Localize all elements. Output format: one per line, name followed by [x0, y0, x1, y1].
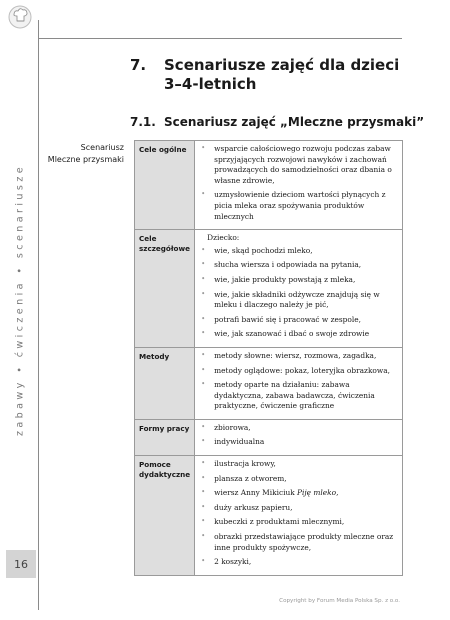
row-content: [195, 230, 403, 348]
margin-label-line2: Mleczne przysmaki: [47, 155, 124, 164]
row-label: Metody: [135, 347, 195, 419]
list-item: [199, 488, 398, 499]
chef-hat-logo-icon: [8, 4, 32, 30]
bullet-icon: •: [201, 350, 206, 359]
bullet-icon: •: [201, 289, 206, 298]
table-row: [135, 456, 403, 576]
list-item: [199, 190, 398, 222]
row-content: [195, 419, 403, 455]
bullet-icon: •: [201, 144, 206, 152]
bullet-icon: •: [201, 557, 206, 566]
list-item-text: zbiorowa,: [214, 422, 251, 432]
table-row: [135, 141, 403, 230]
list-item: [199, 275, 398, 286]
list-item: [199, 380, 398, 412]
table-row: [135, 230, 403, 348]
list-item: [199, 437, 398, 448]
list-item-text: wie, jakie składniki odżywcze znajdują się w mleku i dlaczego należy je pić,: [214, 289, 380, 310]
list-item: [199, 423, 398, 434]
list-item-text: metody oglądowe: pokaz, loteryjka obrazkowa,: [214, 365, 390, 375]
row-content: [195, 456, 403, 576]
margin-label-line1: Scenariusz: [80, 143, 124, 152]
list-item-text: kubeczki z produktami mlecznymi,: [214, 517, 345, 527]
bullet-icon: •: [201, 532, 206, 541]
list-item: [199, 557, 398, 568]
copyright-footer: Copyright by Forum Media Polska Sp. z o.o.: [279, 598, 400, 604]
list-item-text: duży arkusz papieru,: [214, 502, 293, 512]
list-item: [199, 459, 398, 470]
bullet-icon: •: [201, 190, 206, 199]
list-item: [199, 474, 398, 485]
list-item-text: wie, jakie produkty powstają z mleka,: [214, 274, 356, 284]
side-divider: [38, 20, 39, 610]
list-item-text: indywidualna: [214, 437, 265, 447]
table-row: [135, 347, 403, 419]
list-item-text: 2 koszyki,: [214, 557, 252, 567]
list-item-text: wsparcie całościowego rozwoju podczas zabaw sprzyjających rozwojowi nawyków i zachowań prowadzących do samodzielności oraz dbania o własne zdrowie,: [214, 144, 392, 185]
bullet-list: [199, 459, 398, 568]
list-item-text: słucha wiersza i odpowiada na pytania,: [214, 260, 362, 270]
top-divider: [38, 38, 402, 39]
list-item-text: obrazki przedstawiające produkty mleczne oraz inne produkty spożywcze,: [214, 532, 394, 552]
bullet-icon: •: [201, 459, 206, 468]
row-content: [195, 141, 403, 230]
page-number: 16: [6, 550, 36, 578]
bullet-icon: •: [201, 260, 206, 269]
poem-title: Piję mleko: [297, 488, 337, 498]
row-label: Cele szczegółowe: [135, 230, 195, 348]
list-item: [199, 329, 398, 340]
row-content: [195, 347, 403, 419]
chapter-number: 7.: [130, 56, 147, 74]
row-label: Cele ogólne: [135, 141, 195, 230]
row-label: Pomoce dydaktyczne: [135, 456, 195, 576]
list-item-text: wie, skąd pochodzi mleko,: [214, 245, 313, 255]
list-item: [199, 246, 398, 257]
list-item-text: uzmysłowienie dzieciom wartości płynących z picia mleka oraz spożywania produktów mlecznych: [214, 190, 386, 221]
list-item: [199, 290, 398, 311]
section-title: Scenariusz zajęć „Mleczne przysmaki”: [164, 115, 425, 129]
bullet-icon: •: [201, 274, 206, 283]
section-number: 7.1.: [130, 115, 156, 129]
margin-label: [48, 142, 124, 166]
bullet-list: [199, 423, 398, 448]
bullet-icon: •: [201, 488, 206, 497]
list-item-text: potrafi bawić się i pracować w zespole,: [214, 314, 361, 324]
list-item: [199, 260, 398, 271]
bullet-list: [199, 144, 398, 222]
list-item: [199, 517, 398, 528]
side-strip: [0, 0, 40, 620]
list-item: [199, 532, 398, 553]
chapter-title: Scenariusze zajęć dla dzieci 3–4-letnich: [164, 56, 400, 93]
list-item-text: metody oparte na działaniu: zabawa dydaktyczna, zabawa badawcza, ćwiczenia praktyczne, ćwiczenie graficzne: [214, 380, 375, 411]
row-label: Formy pracy: [135, 419, 195, 455]
bullet-icon: •: [201, 502, 206, 511]
bullet-icon: •: [201, 473, 206, 482]
bullet-icon: •: [201, 329, 206, 338]
bullet-list: [199, 351, 398, 412]
list-item: [199, 503, 398, 514]
list-item-text: wie, jak szanować i dbać o swoje zdrowie: [214, 329, 370, 339]
bullet-icon: •: [201, 245, 206, 254]
list-item-text: ilustracja krowy,: [214, 459, 276, 469]
table-row: [135, 419, 403, 455]
list-item: [199, 315, 398, 326]
side-vertical-text: zabawy • ćwiczenia • scenariusze: [14, 163, 26, 437]
list-item: [199, 351, 398, 362]
list-item-text: wiersz Anny Mikiciuk Piję mleko,: [214, 488, 339, 498]
bullet-icon: •: [201, 314, 206, 323]
bullet-icon: •: [201, 422, 206, 431]
list-item: [199, 144, 398, 186]
bullet-icon: •: [201, 380, 206, 389]
list-item-text: plansza z otworem,: [214, 473, 287, 483]
row-intro: Dziecko:: [207, 233, 240, 243]
scenario-table: [134, 140, 403, 576]
bullet-icon: •: [201, 437, 206, 446]
list-item-text: metody słowne: wiersz, rozmowa, zagadka,: [214, 350, 377, 360]
bullet-icon: •: [201, 365, 206, 374]
bullet-list: [199, 246, 398, 340]
list-item: [199, 366, 398, 377]
bullet-icon: •: [201, 517, 206, 526]
